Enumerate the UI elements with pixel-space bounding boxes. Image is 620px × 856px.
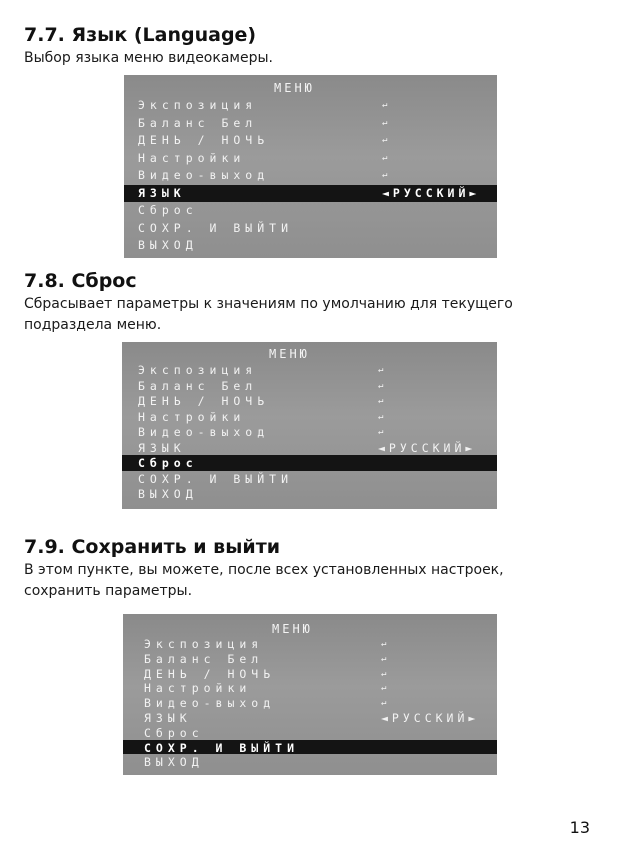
section-heading-save-exit: 7.9. Сохранить и выйти: [24, 536, 281, 558]
menu-row: [123, 636, 497, 651]
menu-item-label: Видео-выход: [138, 425, 270, 439]
menu-item-label: ЯЗЫК: [138, 185, 186, 200]
menu-row: [122, 424, 497, 440]
menu-row: [124, 185, 497, 203]
language-value: ◄РУССКИЙ►: [378, 440, 477, 455]
menu-row: [124, 115, 497, 133]
menu-item-label: СОХР. И ВЫЙТИ: [138, 220, 294, 235]
osd-menu-screenshot: [124, 75, 497, 258]
menu-row: [123, 695, 497, 710]
menu-row: [122, 362, 497, 378]
section-text-language: Выбор языка меню видеокамеры.: [24, 50, 273, 66]
submenu-enter-icon: ↵: [378, 396, 384, 406]
menu-row: [122, 409, 497, 425]
menu-row: [122, 455, 497, 471]
menu-item-label: Настройки: [138, 409, 246, 424]
menu-row: [124, 220, 497, 238]
submenu-enter-icon: ↵: [382, 135, 388, 145]
menu-item-label: Экспозиция: [144, 637, 264, 651]
menu-row: [123, 725, 497, 740]
menu-row: [122, 440, 497, 456]
submenu-enter-icon: ↵: [381, 639, 387, 649]
menu-row: [123, 754, 497, 769]
menu-item-label: Сброс: [138, 456, 198, 470]
submenu-enter-icon: ↵: [381, 668, 387, 679]
menu-item-label: Видео-выход: [138, 168, 270, 182]
menu-row: [124, 132, 497, 150]
submenu-enter-icon: ↵: [382, 170, 388, 180]
menu-title: МЕНЮ: [272, 622, 313, 636]
menu-row: [124, 97, 497, 115]
submenu-enter-icon: ↵: [378, 380, 384, 391]
menu-item-label: Сброс: [138, 203, 198, 217]
osd-menu-screenshot: [123, 614, 497, 775]
menu-item-label: Баланс Бел: [138, 115, 258, 130]
menu-item-label: ВЫХОД: [138, 238, 198, 252]
osd-menu-screenshot: [122, 342, 497, 509]
menu-title: МЕНЮ: [269, 347, 310, 361]
menu-item-label: ЯЗЫК: [144, 711, 192, 725]
menu-item-label: Настройки: [144, 681, 252, 696]
submenu-enter-icon: ↵: [381, 683, 387, 694]
submenu-enter-icon: ↵: [382, 117, 388, 128]
submenu-enter-icon: ↵: [382, 152, 388, 163]
menu-item-label: Настройки: [138, 150, 246, 165]
menu-item-label: Видео-выход: [144, 696, 276, 711]
menu-row: [122, 393, 497, 409]
section-heading-reset: 7.8. Сброс: [24, 270, 137, 292]
menu-row: [123, 710, 497, 725]
menu-row: [122, 486, 497, 502]
menu-item-label: СОХР. И ВЫЙТИ: [144, 740, 300, 755]
menu-row: [122, 378, 497, 394]
submenu-enter-icon: ↵: [378, 365, 384, 375]
submenu-enter-icon: ↵: [381, 698, 387, 709]
submenu-enter-icon: ↵: [378, 427, 384, 437]
menu-row: [123, 651, 497, 666]
menu-title: МЕНЮ: [274, 81, 315, 95]
menu-row: [123, 666, 497, 681]
submenu-enter-icon: ↵: [381, 653, 387, 664]
menu-row: [123, 740, 497, 755]
menu-item-label: СОХР. И ВЫЙТИ: [138, 471, 294, 486]
menu-item-label: Экспозиция: [138, 98, 258, 112]
menu-item-label: ВЫХОД: [138, 487, 198, 501]
menu-item-label: Экспозиция: [138, 363, 258, 377]
menu-item-label: Сброс: [144, 725, 204, 740]
menu-row: [124, 237, 497, 255]
submenu-enter-icon: ↵: [382, 100, 388, 110]
submenu-enter-icon: ↵: [378, 411, 384, 422]
menu-item-label: ДЕНЬ / НОЧЬ: [138, 394, 270, 408]
menu-row: [124, 202, 497, 220]
language-value: ◄РУССКИЙ►: [382, 185, 481, 200]
language-value: ◄РУССКИЙ►: [381, 711, 480, 725]
section-heading-language: 7.7. Язык (Language): [24, 24, 257, 46]
section-text-save-exit: В этом пункте, вы можете, после всех установленных настроек, сохранить параметры.: [24, 562, 504, 599]
menu-row: [124, 150, 497, 168]
menu-row: [124, 167, 497, 185]
section-text-reset: Сбрасывает параметры к значениям по умолчанию для текущего подраздела меню.: [24, 296, 513, 333]
menu-item-label: ВЫХОД: [144, 755, 204, 770]
menu-row: [122, 471, 497, 487]
page-number: 13: [569, 818, 590, 837]
menu-item-label: ДЕНЬ / НОЧЬ: [144, 666, 276, 681]
menu-item-label: Баланс Бел: [144, 651, 264, 666]
menu-item-label: ЯЗЫК: [138, 440, 186, 455]
menu-row: [123, 680, 497, 695]
menu-item-label: Баланс Бел: [138, 378, 258, 393]
menu-item-label: ДЕНЬ / НОЧЬ: [138, 133, 270, 147]
